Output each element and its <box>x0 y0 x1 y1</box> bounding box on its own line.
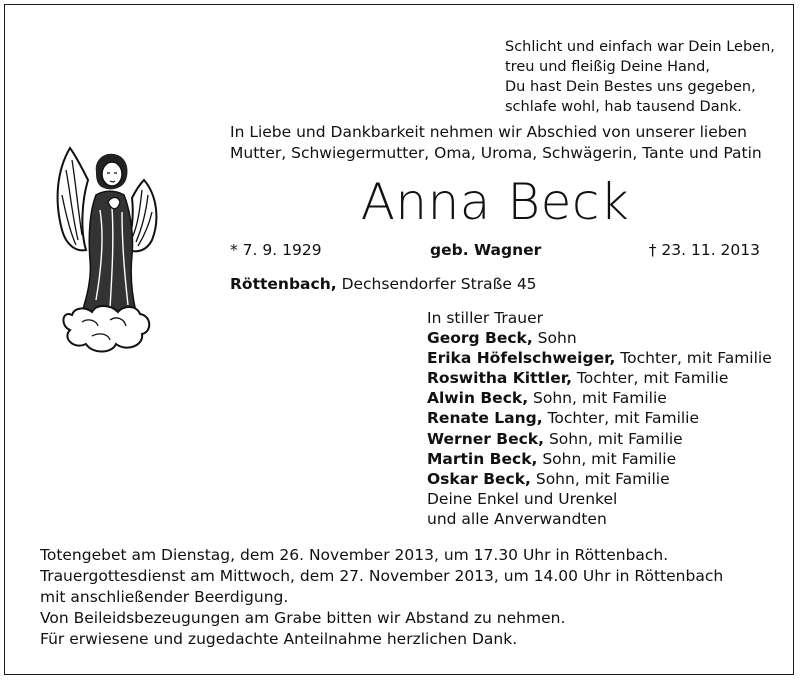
mourner-row <box>427 429 772 449</box>
mourner-name: Werner Beck, <box>427 429 544 448</box>
mourners-list <box>427 308 772 529</box>
mourner-relation: Tochter, mit Familie <box>576 369 729 388</box>
mourners-heading: In stiller Trauer <box>427 309 544 327</box>
deceased-name: Anna Beck <box>360 173 630 231</box>
mourner-row <box>427 368 772 388</box>
mourner-row <box>427 388 772 408</box>
address-town: Röttenbach, <box>230 275 337 293</box>
mourner-name: Georg Beck, <box>427 329 533 348</box>
mourner-relation: Sohn, mit Familie <box>542 449 677 468</box>
mourner-name: Oskar Beck, <box>427 469 531 488</box>
mourner-relation: Tochter, mit Familie <box>547 409 700 428</box>
poem-block <box>505 37 775 117</box>
service-line: Für erwiesene und zugedachte Anteilnahme herzlichen Dank. <box>40 630 518 648</box>
mourner-relation: Tochter, mit Familie <box>620 349 772 368</box>
service-info <box>40 545 723 650</box>
mourner-row <box>427 348 772 368</box>
angel-illustration-icon <box>52 140 164 360</box>
mourner-relation: Sohn, mit Familie <box>533 389 667 408</box>
mourner-name: Martin Beck, <box>427 449 538 468</box>
service-line: mit anschließender Beerdigung. <box>40 588 289 606</box>
poem-line: Du hast Dein Bestes uns gegeben, <box>505 79 756 95</box>
mourner-row <box>427 408 772 428</box>
mourner-relation: Sohn <box>537 329 577 348</box>
poem-line: schlafe wohl, hab tausend Dank. <box>505 99 742 115</box>
mourner-row <box>427 469 772 489</box>
birth-date: * 7. 9. 1929 <box>230 241 322 259</box>
mourner-relation: Sohn, mit Familie <box>535 469 670 488</box>
mourner-row <box>427 449 772 469</box>
maiden-name: geb. Wagner <box>430 241 542 259</box>
death-date: † 23. 11. 2013 <box>648 241 760 259</box>
address-street: Dechsendorfer Straße 45 <box>341 275 537 293</box>
mourner-row <box>427 328 772 348</box>
intro-line: In Liebe und Dankbarkeit nehmen wir Abschied von unserer lieben <box>230 123 747 141</box>
mourner-name: Roswitha Kittler, <box>427 369 572 388</box>
service-line: Totengebet am Dienstag, dem 26. November 2013, um 17.30 Uhr in Röttenbach. <box>40 546 669 564</box>
service-line: Von Beileidsbezeugungen am Grabe bitten wir Abstand zu nehmen. <box>40 609 566 627</box>
mourners-closing-line: Deine Enkel und Urenkel <box>427 489 618 508</box>
address <box>230 273 537 295</box>
poem-line: Schlicht und einfach war Dein Leben, <box>505 39 775 55</box>
intro-line: Mutter, Schwiegermutter, Oma, Uroma, Schwägerin, Tante und Patin <box>230 144 762 162</box>
poem-line: treu und fleißig Deine Hand, <box>505 59 710 75</box>
service-line: Trauergottesdienst am Mittwoch, dem 27. November 2013, um 14.00 Uhr in Röttenbach <box>40 567 724 585</box>
mourner-name: Erika Höfelschweiger, <box>427 349 616 368</box>
intro-text <box>230 122 760 164</box>
mourner-name: Renate Lang, <box>427 409 543 428</box>
mourners-closing-line: und alle Anverwandten <box>427 509 607 528</box>
mourner-name: Alwin Beck, <box>427 389 529 408</box>
mourner-relation: Sohn, mit Familie <box>548 429 683 448</box>
